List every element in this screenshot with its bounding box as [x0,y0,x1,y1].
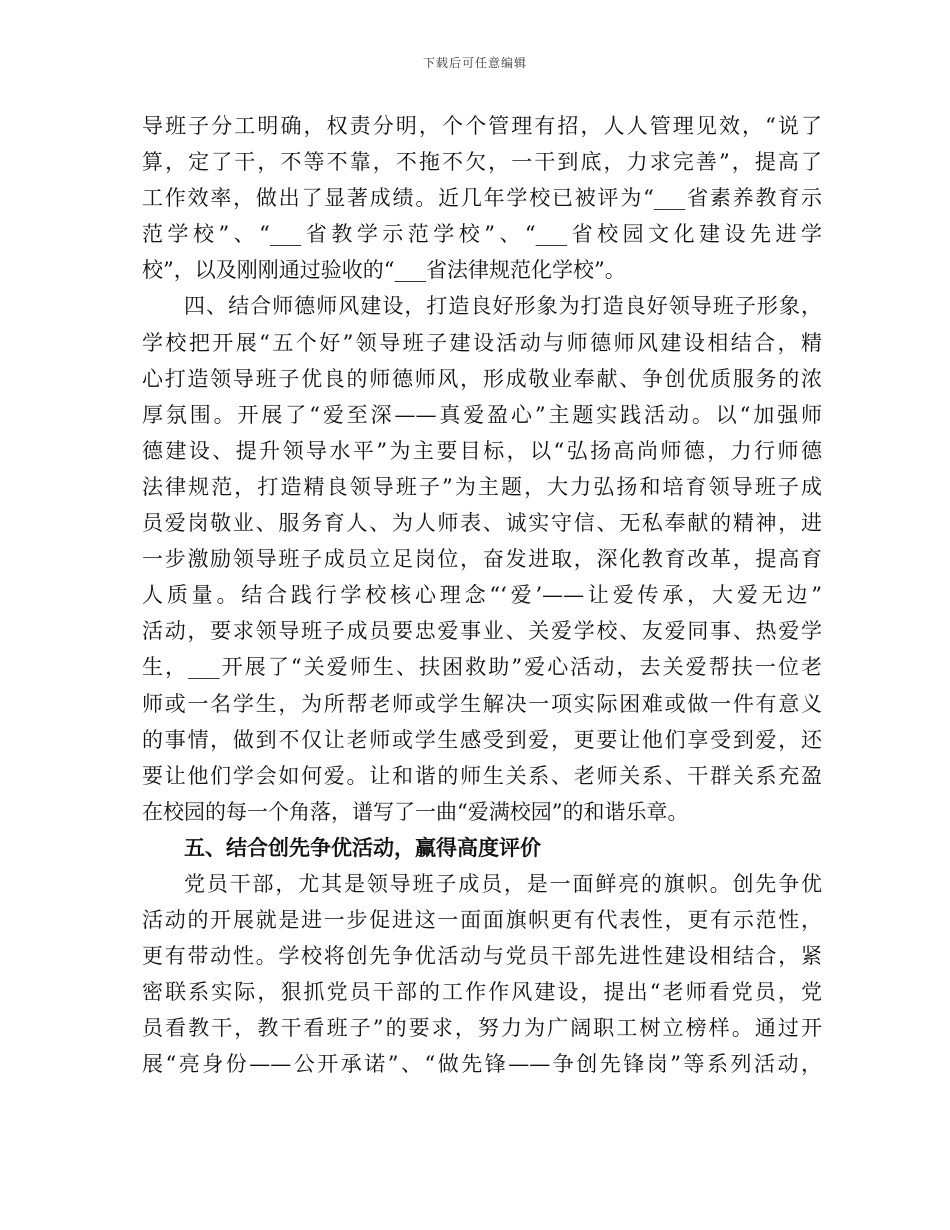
text-line: 展“亮身份——公开承诺”、“做先锋——争创先锋岗”等系列活动， [142,1052,822,1077]
text-line: 厚氛围。开展了“爱至深——真爱盈心”主题实践活动。以“加强师 [142,402,822,427]
text-line: 四、结合师德师风建设，打造良好形象为打造良好领导班子形象， [184,294,822,319]
text-line: 学校把开展“五个好”领导班子建设活动与师德师风建设相结合，精 [142,330,822,355]
text-line: 范学校”、“___省教学示范学校”、“___省校园文化建设先进学 [142,222,822,247]
text-line: 人质量。结合践行学校核心理念“‘爱’——让爱传承，大爱无边” [142,583,822,608]
text-line: 员看教干，教干看班子”的要求，努力为广阔职工树立榜样。通过开 [142,1016,822,1041]
text-line: 更有带动性。学校将创先争优活动与党员干部先进性建设相结合，紧 [142,944,822,969]
section-heading: 五、结合创先争优活动，赢得高度评价 [184,834,541,860]
text-line: 导班子分工明确，权责分明，个个管理有招，人人管理见效，“说了 [142,114,822,138]
text-line: 活动的开展就是进一步促进这一面面旗帜更有代表性，更有示范性， [142,908,822,933]
text-line: 工作效率，做出了显著成绩。近几年学校已被评为“___省素养教育示 [142,186,822,211]
document-body [142,108,822,1083]
text-line: 德建设、提升领导水平”为主要目标，以“弘扬高尚师德，力行师德 [142,438,822,463]
text-line: 的事情，做到不仅让老师或学生感受到爱，更要让他们享受到爱，还 [142,727,822,752]
text-line: 员爱岗敬业、服务育人、为人师表、诚实守信、无私奉献的精神，进 [142,511,822,536]
text-line: 一步激励领导班子成员立足岗位，奋发进取，深化教育改革，提高育 [142,547,822,572]
text-line: 活动，要求领导班子成员要忠爱事业、关爱学校、友爱同事、热爱学 [142,619,822,644]
text-line: 党员干部，尤其是领导班子成员，是一面鲜亮的旗帜。创先争优 [184,871,822,896]
page-header-note: 下载后可任意编辑 [422,56,527,70]
text-line: 要让他们学会如何爱。让和谐的师生关系、老师关系、干群关系充盈 [142,763,822,788]
text-line: 生，___开展了“关爱师生、扶困救助”爱心活动，去关爱帮扶一位老 [142,655,822,680]
text-line: 师或一名学生，为所帮老师或学生解决一项实际困难或做一件有意义 [142,691,822,716]
text-line: 校”，以及刚刚通过验收的“___省法律规范化学校”。 [142,258,626,283]
text-line: 算，定了干，不等不靠，不拖不欠，一干到底，力求完善”，提高了 [142,150,822,175]
text-line: 心打造领导班子优良的师德师风，形成敬业奉献、争创优质服务的浓 [142,366,822,391]
text-line: 法律规范，打造精良领导班子”为主题，大力弘扬和培育领导班子成 [142,474,822,499]
text-line: 密联系实际，狠抓党员干部的工作作风建设，提出“老师看党员，党 [142,980,822,1005]
text-line: 在校园的每一个角落，谱写了一曲“爱满校园”的和谐乐章。 [142,799,689,824]
